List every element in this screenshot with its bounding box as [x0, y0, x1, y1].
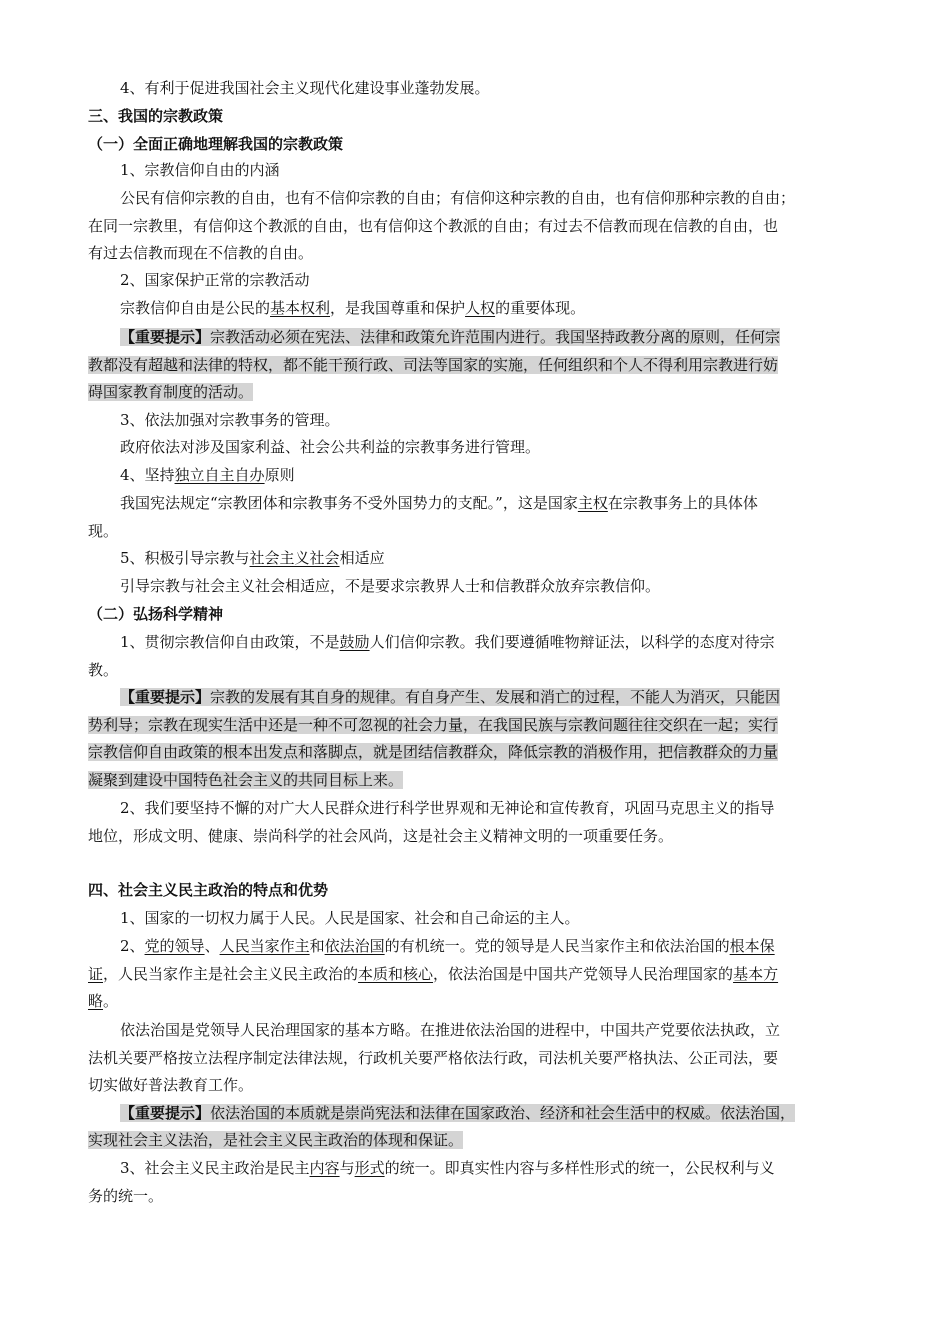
text-run: ，依法治国是中国共产党领导人民治理国家的 — [433, 965, 734, 983]
list-item — [120, 465, 295, 485]
tip-line — [88, 382, 253, 402]
text-run: 在宗教事务上的具体体 — [607, 494, 758, 512]
key-term: 基本权利 — [270, 299, 331, 317]
text-run: 的有机统一。党的领导是人民当家作主和依法治国的 — [384, 937, 730, 955]
tip-line — [88, 770, 403, 790]
paragraph-line — [120, 493, 758, 513]
key-term: 依法治国 — [324, 937, 385, 955]
tip-line — [88, 742, 778, 762]
text-run: 宗教信仰自由是公民的 — [120, 299, 271, 317]
tip-text: 凝聚到建设中国特色社会主义的共同目标上来。 — [88, 771, 404, 789]
tip-line — [88, 715, 778, 735]
tip-text: 势利导；宗教在现实生活中还是一种不可忽视的社会力量，在我国民族与宗教问题往往交织在一起；实行 — [88, 716, 779, 734]
paragraph-line — [120, 632, 775, 652]
list-item: 2、国家保护正常的宗教活动 — [120, 271, 310, 289]
paragraph-line — [120, 936, 775, 956]
text-run: 。 — [103, 992, 119, 1010]
paragraph-line: 有过去信教而现在不信教的自由。 — [88, 244, 314, 262]
tip-text: 实现社会主义法治，是社会主义民主政治的体现和保证。 — [88, 1131, 464, 1149]
tip-line — [120, 327, 780, 347]
paragraph-line: 依法治国是党领导人民治理国家的基本方略。在推进依法治国的进程中，中国共产党要依法执政，立 — [120, 1021, 781, 1039]
paragraph: 4、有利于促进我国社会主义现代化建设事业蓬勃发展。 — [120, 79, 490, 97]
tip-text: 依法治国的本质就是崇尚宪法和法律在国家政治、经济和社会生活中的权威。依法治国， — [210, 1104, 796, 1122]
text-run: 人们信仰宗教。我们要遵循唯物辩证法，以科学的态度对待宗 — [369, 633, 775, 651]
tip-text: 宗教信仰自由政策的根本出发点和落脚点，就是团结信教群众，降低宗教的消极作用，把信教群众的力量 — [88, 743, 779, 761]
subsection-heading: （一）全面正确地理解我国的宗教政策 — [88, 135, 344, 153]
text-run: 原则 — [264, 466, 295, 484]
tip-line — [120, 1103, 795, 1123]
key-term: 内容 — [309, 1159, 340, 1177]
tip-label: 【重要提示】 — [120, 1104, 211, 1122]
paragraph-line: 现。 — [88, 522, 119, 540]
key-term: 人权 — [465, 299, 496, 317]
list-item: 1、宗教信仰自由的内涵 — [120, 161, 280, 179]
list-item: 3、依法加强对宗教事务的管理。 — [120, 411, 340, 429]
key-term: 主权 — [577, 494, 608, 512]
text-run: 的重要体现。 — [495, 299, 586, 317]
paragraph-line — [88, 991, 118, 1011]
paragraph-line: 教。 — [88, 661, 119, 679]
text-run: 3、社会主义民主政治是民主 — [120, 1159, 310, 1177]
text-run: 和 — [309, 937, 325, 955]
text-run: 我国宪法规定“宗教团体和宗教事务不受外国势力的支配。”，这是国家 — [120, 494, 578, 512]
list-item — [120, 548, 385, 568]
key-term: 党的领导 — [144, 937, 205, 955]
tip-text: 教都没有超越和法律的特权，都不能干预行政、司法等国家的实施，任何组织和个人不得利用宗教进行妨 — [88, 356, 779, 374]
tip-text: 宗教活动必须在宪法、法律和政策允许范围内进行。我国坚持政教分离的原则，任何宗 — [210, 328, 781, 346]
paragraph-line — [120, 298, 585, 318]
tip-label: 【重要提示】 — [120, 688, 211, 706]
key-term: 独立自主自办 — [174, 466, 265, 484]
section-heading: 四、社会主义民主政治的特点和优势 — [88, 881, 329, 899]
tip-text: 碍国家教育制度的活动。 — [88, 383, 254, 401]
paragraph-line: 切实做好普法教育工作。 — [88, 1076, 254, 1094]
paragraph-line: 地位，形成文明、健康、崇尚科学的社会风尚，这是社会主义精神文明的一项重要任务。 — [88, 827, 674, 845]
paragraph: 政府依法对涉及国家利益、社会公共利益的宗教事务进行管理。 — [120, 438, 541, 456]
tip-line — [120, 687, 780, 707]
subsection-heading: （二）弘扬科学精神 — [88, 605, 224, 623]
key-term: 鼓励 — [339, 633, 370, 651]
text-run: ，人民当家作主是社会主义民主政治的 — [103, 965, 359, 983]
key-term: 证 — [88, 965, 104, 983]
paragraph-line: 务的统一。 — [88, 1187, 164, 1205]
tip-line — [88, 1130, 463, 1150]
tip-line — [88, 355, 778, 375]
paragraph-line: 公民有信仰宗教的自由，也有不信仰宗教的自由；有信仰这种宗教的自由，也有信仰那种宗教的自由； — [120, 189, 796, 207]
text-run: 5、积极引导宗教与 — [120, 549, 250, 567]
text-run: 、 — [204, 937, 220, 955]
text-run: 与 — [339, 1159, 355, 1177]
paragraph-line: 2、我们要坚持不懈的对广大人民群众进行科学世界观和无神论和宣传教育，巩固马克思主义的指导 — [120, 799, 775, 817]
key-term: 形式 — [354, 1159, 385, 1177]
list-item: 1、国家的一切权力属于人民。人民是国家、社会和自己命运的主人。 — [120, 909, 580, 927]
key-term: 人民当家作主 — [219, 937, 310, 955]
paragraph-line — [88, 964, 778, 984]
section-heading: 三、我国的宗教政策 — [88, 107, 224, 125]
key-term: 社会主义社会 — [249, 549, 340, 567]
key-term: 略 — [88, 992, 104, 1010]
key-term: 根本保 — [729, 937, 775, 955]
tip-text: 宗教的发展有其自身的规律。有自身产生、发展和消亡的过程，不能人为消灭，只能因 — [210, 688, 781, 706]
text-run: 4、坚持 — [120, 466, 175, 484]
text-run: 1、贯彻宗教信仰自由政策，不是 — [120, 633, 340, 651]
text-run: 的统一。即真实性内容与多样性形式的统一，公民权利与义 — [384, 1159, 775, 1177]
text-run: 相适应 — [339, 549, 385, 567]
key-term: 本质和核心 — [358, 965, 434, 983]
paragraph-line — [120, 1158, 775, 1178]
paragraph-line: 法机关要严格按立法程序制定法律法规，行政机关要严格依法行政，司法机关要严格执法、公正司法，要 — [88, 1049, 779, 1067]
tip-label: 【重要提示】 — [120, 328, 211, 346]
key-term: 基本方 — [733, 965, 779, 983]
text-run: ，是我国尊重和保护 — [330, 299, 466, 317]
text-run: 2、 — [120, 937, 145, 955]
paragraph: 引导宗教与社会主义社会相适应，不是要求宗教界人士和信教群众放弃宗教信仰。 — [120, 577, 661, 595]
paragraph-line: 在同一宗教里，有信仰这个教派的自由，也有信仰这个教派的自由；有过去不信教而现在信教的自由，也 — [88, 217, 779, 235]
